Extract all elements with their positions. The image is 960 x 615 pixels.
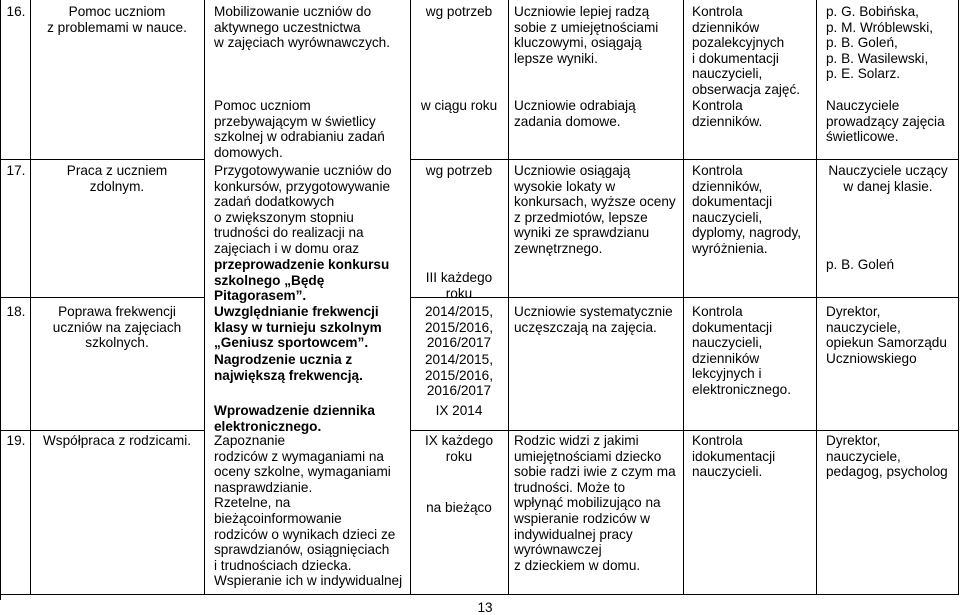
effect-text: Uczniowie osiągają wysokie lokaty w konkursach, wyższe oceny z przedmiotów, lepsze wyniki ze sprawdzianu zewnętrznego.	[514, 163, 676, 256]
table-column-divider	[204, 0, 205, 594]
date-text: IX 2014	[435, 403, 483, 418]
task-text: Zapoznanie rodziców z wymaganiami na oceny szkolne, wymaganiami nasprawdzianie. Rzetelne, na bieżącoinformowanie rodziców o wynikach dzieci ze sprawdzianów, osiągnięciach i trudnościach dziecka. Wspieranie ich w indywidualnej	[214, 433, 403, 589]
row-topic: Poprawa frekwencji uczniów na zajęciach szkolnych.	[52, 304, 182, 351]
monitoring-text: Kontrola dokumentacji nauczycieli, dzienników lekcyjnych i elektronicznego.	[692, 304, 791, 397]
row-divider	[410, 430, 959, 431]
task-text-bold: przeprowadzenie konkursu szkolnego „Będę Pitagorasem”.	[214, 257, 390, 304]
monitoring-text: Kontrola dzienników.	[692, 98, 763, 129]
row-number: 19.	[6, 433, 26, 448]
row-topic: Pomoc uczniom z problemami w nauce.	[47, 4, 187, 35]
date-text: 2014/2015, 2015/2016, 2016/2017	[424, 352, 494, 399]
row-number: 16.	[6, 4, 26, 19]
responsible-text: Nauczyciele uczący w danej klasie.	[828, 163, 948, 194]
row-number: 18.	[6, 304, 26, 319]
effect-text: Uczniowie systematycznie uczęszczają na zajęcia.	[514, 304, 673, 335]
task-text: Mobilizowanie uczniów do aktywnego uczestnictwa w zajęciach wyrównawczych.	[214, 4, 391, 51]
task-text-bold: Uwzględnianie frekwencji klasy w turnieju szkolnym „Geniusz sportowcem”.	[214, 304, 382, 351]
monitoring-text: Kontrola idokumentacji nauczycieli.	[692, 433, 776, 480]
effect-text: Uczniowie odrabiają zadania domowe.	[514, 98, 636, 129]
date-text: IX każdego roku	[424, 433, 493, 464]
effect-text: Uczniowie lepiej radzą sobie z umiejętnościami kluczowymi, osiągają lepsze wyniki.	[514, 4, 659, 66]
task-text-bold: Nagrodzenie ucznia z największą frekwencją.	[214, 352, 363, 383]
monitoring-text: Kontrola dzienników, dokumentacji nauczycieli, dyplomy, nagrody, wyróżnienia.	[692, 163, 802, 256]
responsible-text: Dyrektor, nauczyciele, opiekun Samorządu Uczniowskiego	[826, 304, 947, 366]
table-border-bottom	[0, 594, 959, 595]
responsible-text: Nauczyciele prowadzący zajęcia świetlicowe.	[826, 98, 945, 145]
date-text: wg potrzeb	[425, 4, 493, 19]
row-divider	[0, 297, 204, 298]
date-text: III każdego roku	[425, 270, 493, 301]
date-text: w ciągu roku	[420, 98, 498, 113]
row-divider	[410, 159, 959, 160]
row-topic: Współpraca z rodzicami.	[42, 433, 192, 448]
row-divider	[0, 159, 204, 160]
page-number: 13	[477, 600, 493, 615]
responsible-text: p. G. Bobińska, p. M. Wróblewski, p. B. Goleń, p. B. Wasilewski, p. E. Solarz.	[826, 4, 934, 82]
date-text: na bieżąco	[426, 500, 492, 515]
row-divider	[0, 430, 204, 431]
row-topic: Praca z uczniem zdolnym.	[66, 163, 168, 194]
task-text-bold: Wprowadzenie dziennika elektronicznego.	[214, 403, 375, 434]
responsible-text: p. B. Goleń	[826, 257, 895, 272]
date-text: wg potrzeb	[425, 163, 493, 178]
task-text: Przygotowywanie uczniów do konkursów, przygotowywanie zadań dodatkowych o zwiększonym stopniu trudności do realizacji na zajęciach i w domu oraz	[214, 163, 392, 256]
responsible-text: Dyrektor, nauczyciele, pedagog, psycholog	[826, 433, 948, 480]
monitoring-text: Kontrola dzienników pozalekcyjnych i dokumentacji nauczycieli, obserwacja zajęć.	[692, 4, 801, 97]
row-number: 17.	[6, 163, 26, 178]
table-border-left	[0, 0, 1, 600]
effect-text: Rodzic widzi z jakimi umiejętnościami dziecko sobie radzi iwie z czym ma trudności. Może to wpłynąć mobilizująco na wspieranie rodziców w indywidualnej pracy wyrównawczej z dzieckiem w domu.	[514, 433, 676, 573]
task-text: Pomoc uczniom przebywającym w świetlicy szkolnej w odrabianiu zadań domowych.	[214, 98, 385, 160]
date-text: 2014/2015, 2015/2016, 2016/2017	[424, 304, 494, 351]
